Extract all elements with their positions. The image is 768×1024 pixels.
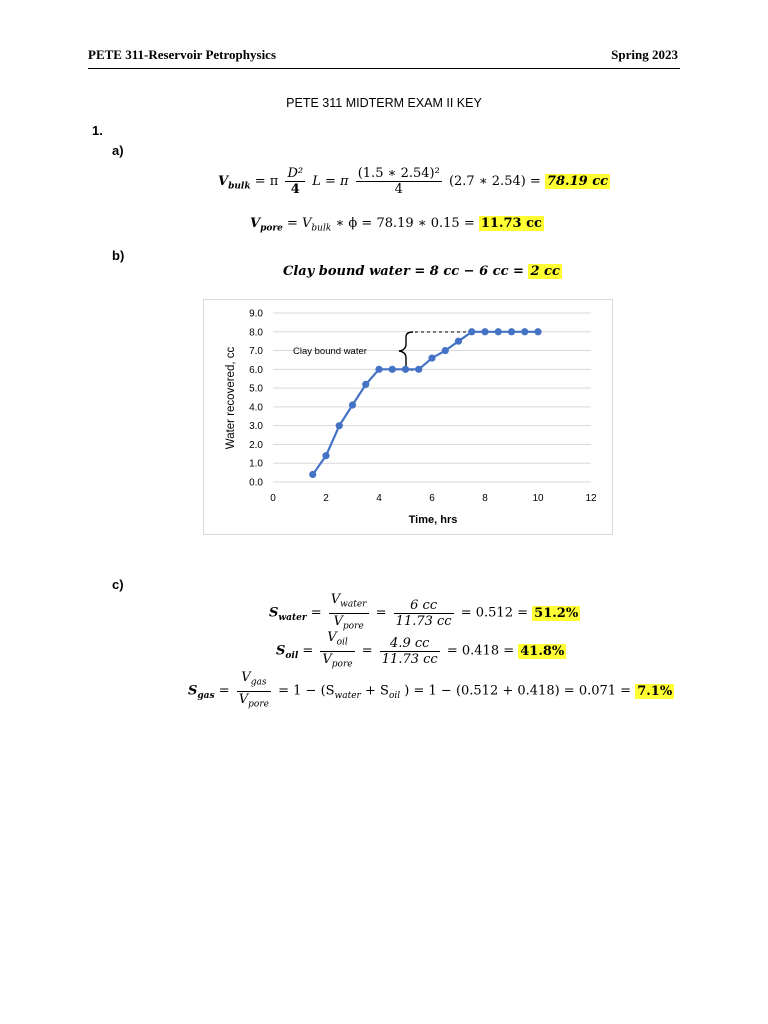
x-axis-label: Time, hrs (408, 514, 458, 526)
answer-soil: 41.8% (520, 643, 565, 659)
annotation-label: Clay bound water (293, 346, 367, 357)
page-title: PETE 311 MIDTERM EXAM II KEY (286, 96, 482, 110)
data-point (309, 471, 316, 478)
x-tick-label: 10 (532, 493, 544, 504)
answer-vbulk: 78.19 cc (546, 174, 609, 189)
problem-number: 1. (92, 123, 103, 138)
x-tick-label: 8 (482, 493, 488, 504)
equation-sgas: $S_{gas}$ = $\frac{V_{gas}}{V_{pore}}$ = $1 - (S_{water} + S_{oil}$ ) = 1 − (0.512 + 0.418) = 0.071 = 7.1% (188, 670, 674, 712)
part-a-label: a) (112, 143, 124, 158)
x-tick-label: 4 (376, 493, 382, 504)
data-point (322, 452, 329, 459)
equation-swater: $S_{water}$ = $\frac{V_{water}}{V_{pore}}$ = $\frac{6 cc}{11.73 cc}$ = 0.512 = 51.2% (269, 592, 580, 634)
data-point (402, 366, 409, 373)
equation-vbulk: $V_{bulk} = \pi$ $\frac{\text{D²}}{4}$ L = π $\frac{\text{(1.5 ∗ 2.54)²}}{4}$ (2.7 ∗ 2.54) = 78.19 cc (218, 166, 609, 197)
y-tick-label: 3.0 (249, 421, 263, 433)
y-tick-label: 0.0 (249, 477, 263, 489)
y-tick-label: 1.0 (249, 458, 263, 470)
part-c-label: c) (112, 577, 124, 592)
x-tick-label: 0 (270, 493, 276, 504)
y-tick-label: 9.0 (249, 308, 263, 320)
y-axis-label: Water recovered, cc (225, 346, 237, 450)
data-point (468, 328, 475, 335)
data-point (389, 366, 396, 373)
answer-vpore: 11.73 cc (480, 216, 542, 231)
part-b-label: b) (112, 248, 125, 263)
data-point (508, 328, 515, 335)
data-point (442, 347, 449, 354)
equation-soil: $S_{oil}$ = $\frac{V_{oil}}{V_{pore}}$ = $\frac{4.9 cc}{11.73 cc}$ = 0.418 = 41.8% (276, 630, 566, 672)
equation-clay: Clay bound water = 8 cc − 6 cc = 2 cc (283, 264, 560, 279)
data-point (455, 338, 462, 345)
header-rule (88, 68, 680, 69)
data-point (362, 381, 369, 388)
x-tick-label: 2 (323, 493, 329, 504)
x-tick-label: 6 (429, 493, 435, 504)
data-point (534, 328, 541, 335)
equation-vpore: $V_{pore} = V_{bulk}$ ∗ ϕ = 78.19 ∗ 0.15 = 11.73 cc (250, 216, 542, 234)
answer-swater: 51.2% (534, 605, 579, 621)
y-tick-label: 6.0 (249, 364, 263, 376)
data-point (428, 354, 435, 361)
data-point (521, 328, 528, 335)
y-tick-label: 2.0 (249, 439, 263, 451)
data-point (481, 328, 488, 335)
y-tick-label: 5.0 (249, 383, 263, 395)
data-point (349, 401, 356, 408)
x-tick-label: 12 (585, 493, 597, 504)
answer-sgas: 7.1% (637, 683, 673, 699)
y-tick-label: 7.0 (249, 346, 263, 358)
data-point (415, 366, 422, 373)
answer-clay: 2 cc (530, 264, 560, 279)
y-tick-label: 8.0 (249, 327, 263, 339)
data-point (495, 328, 502, 335)
data-point (336, 422, 343, 429)
header-term: Spring 2023 (611, 47, 678, 62)
chart-border (204, 300, 613, 535)
header-course: PETE 311-Reservoir Petrophysics (88, 47, 277, 62)
water-recovered-chart (203, 299, 613, 535)
data-point (375, 366, 382, 373)
y-tick-label: 4.0 (249, 402, 263, 414)
